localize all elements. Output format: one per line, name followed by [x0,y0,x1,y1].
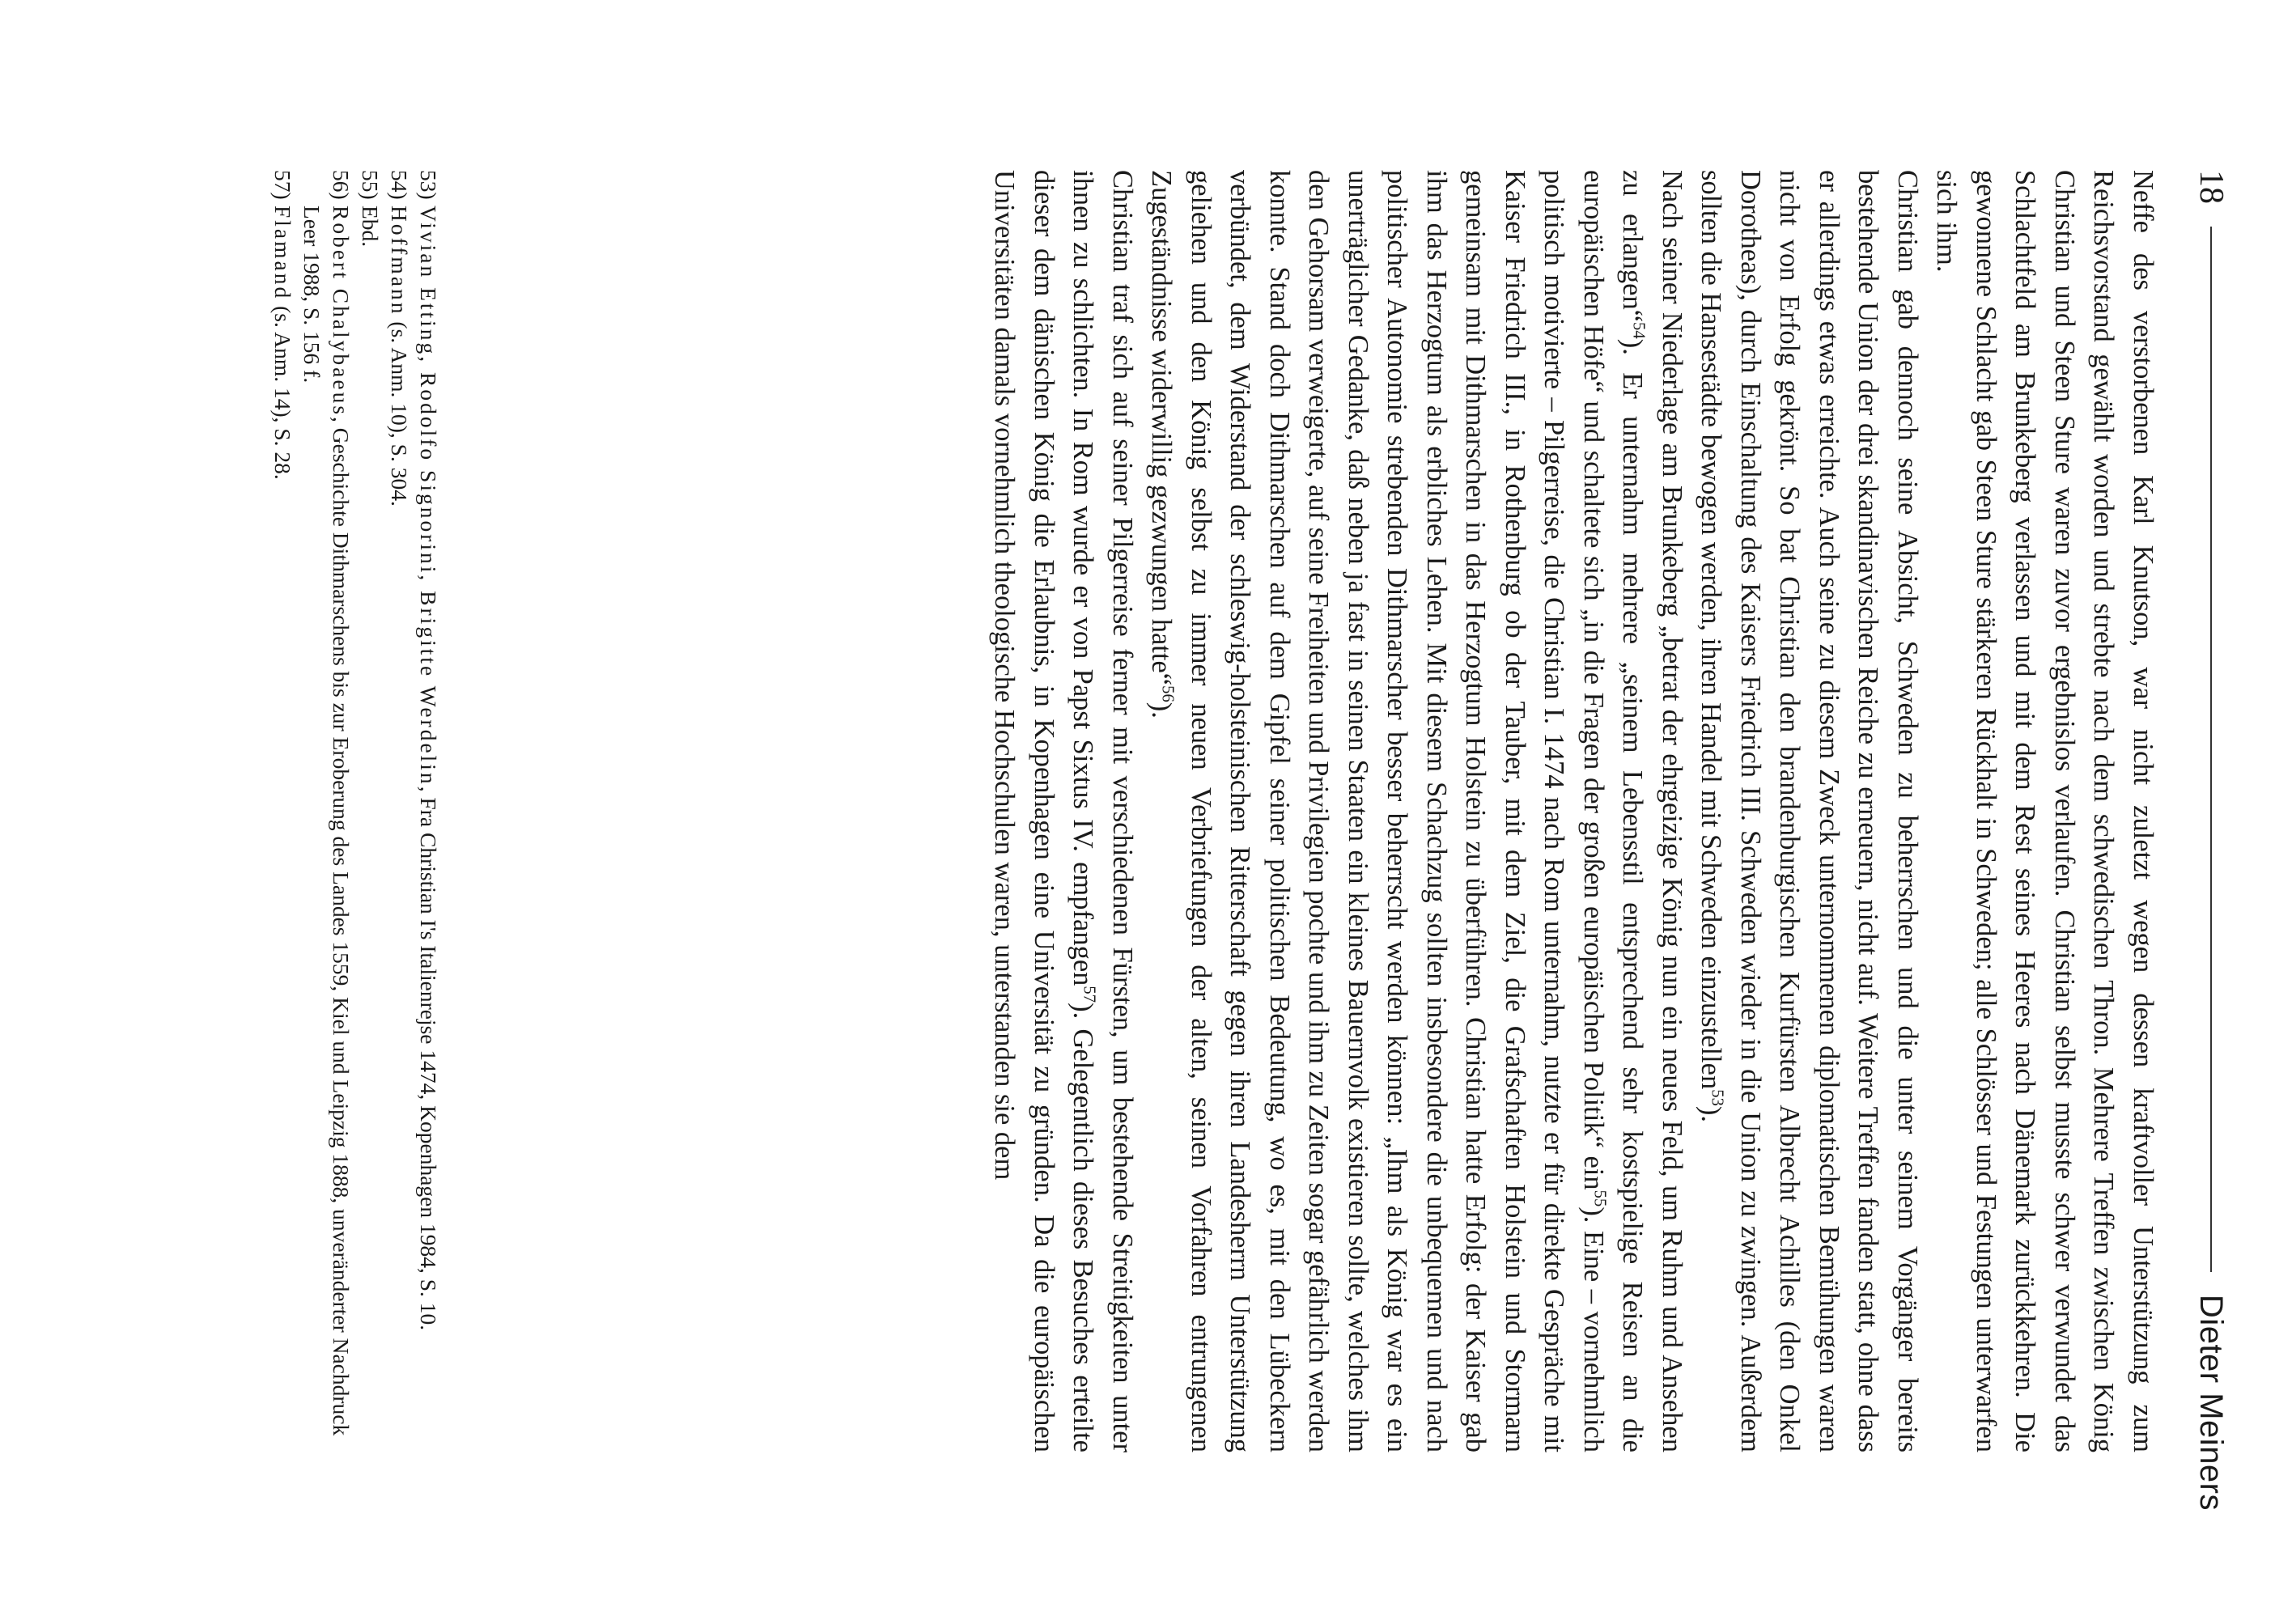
footnote-body: , Geschichte Dithmarschens bis zur Eroberung des Landes 1559, Kiel und Leipzig 1888, unveränderter Nachdruck Leer 1988, S. 156 f. [299,206,354,1436]
footnote-text [297,206,355,1452]
paragraph-text: ). Eine – vornehmlich politisch motivierte – Pilgerreise, die Christian I. 1474 nach Rom unternahm, nutzte er für direkte Gespräche mit Kaiser Friedrich III., in Rothenburg ob der Tauber, mit dem Ziel, die Grafschaften Holstein und Stormarn gemeinsam mit Dithmarschen in das Herzogtum Holstein zu überführen. Christian hatte Erfolg: der Kaiser gab ihm das Herzogtum als erbliches Lehen. Mit diesem Schachzug sollten insbesondere die unbequemen und nach politischer Autonomie strebenden Dithmarscher besser beherrscht werden können: „Ihm als König war es ein unerträglicher Gedanke, daß neben ja fast in seinen Staaten ein kleines Bauernvolk existieren sollte, welches ihm den Gehorsam verweigerte, auf seine Freiheiten und Privilegien pochte und ihm zu Zeiten sogar gefährlich werden konnte. Stand doch Dithmarschen auf dem Gipfel seiner politischen Bedeutung, wo es, mit den Lübeckern verbündet, dem Widerstand der schleswig-holsteinischen Ritterschaft gegen ihren Landesherrn Unterstützung geliehen und den König selbst zu immer neuen Verbriefungen der alten, seinen Vorfahren entrungenen Zugeständnisse widerwillig gezwungen hatte“ [1146,170,1609,1452]
footnote [384,170,414,1452]
footnote-body: , Fra Christian I's Italienrejse 1474, Kopenhagen 1984, S. 10. [416,786,441,1331]
footnote-ref: 55 [1590,1189,1609,1207]
paragraph-text: ). [1696,1105,1727,1123]
header-rule [2210,227,2212,1272]
page-number: 18 [2192,170,2230,204]
footnote-text [414,206,443,1452]
footnote-author: Hoffmann [387,206,412,316]
footnote-body: (s. Anm. 10), S. 304. [387,316,412,507]
footnote-author: Vivian Etting, Rodolfo Signorini, Brigitte Werdelin [416,206,441,787]
paragraph-text: Christian gab dennoch seine Absicht, Schweden zu beherrschen und die unter seinem Vorgänger bereits bestehende Union der drei skandinavischen Reiche zu erneuern, nicht auf. Weitere Treffen fanden statt, ohne dass er allerdings etwas erreichte. Auch seine zu diesem Zweck unternommenen diplomatischen Bemühungen waren nicht von Erfolg gekrönt. So bat Christian den brandenburgischen Kurfürsten Albrecht Achilles (den Onkel Dorotheas), durch Einschaltung des Kaisers Friedrich III. Schweden wieder in die Union zu zwingen. Außerdem sollten die Hansestädte bewogen werden, ihren Handel mit Schweden einzustellen [1696,170,1923,1452]
footnote [297,170,355,1452]
footnote [414,170,443,1452]
footnote-text [355,206,384,1452]
paragraph [1691,170,1927,1452]
footnote-ref: 57 [1080,986,1098,1003]
footnote-author: Flamand [270,206,295,301]
footnotes [268,170,443,1452]
paragraph-text: ). Er unternahm mehrere „seinem Lebensstil entsprechend sehr kostspielige Reisen an die europäischen Höfe“ und schaltete sich „in die Fragen der großen europäischen Politik“ ein [1578,170,1649,1452]
paragraph [1142,170,1691,1452]
footnote-body: (s. Anm. 14), S. 28. [270,300,295,480]
footnote-ref: 54 [1630,322,1648,339]
paragraph-text: Nach seiner Niederlage am Brunkeberg „betrat der ehrgeizige König nun ein neues Feld, um Ruhm und Ansehen zu erlangen“ [1617,170,1687,1452]
footnote [268,170,297,1452]
paragraph-text: ). Gelegentlich dieses Besuches erteilte dieser dem dänischen König die Erlaubnis, in Kopenhagen eine Universität zu gründen. Da die europäischen Universitäten damals vornehmlich theologische Hochschulen waren, unterstanden sie dem [989,170,1099,1452]
footnote-body: Ebd. [358,206,383,248]
footnote-number: 57) [270,170,295,200]
paragraph-text: Neffe des verstorbenen Karl Knutson, war nicht zuletzt wegen dessen kraftvoller Unterstützung zum Reichsvorstand gewählt worden und strebte nach dem schwedischen Thron. Mehrere Treffen zwischen König Christian und Steen Sture waren zuvor ergebnislos verlaufen. Christian selbst musste schwer verwundet das Schlachtfeld am Brunkeberg verlassen und mit dem Rest seines Heeres nach Dänemark zurückkehren. Die gewonnene Schlacht gab Steen Sture stärkeren Rückhalt in Schweden; alle Schlösser und Festungen unterwarfen sich ihm. [1931,170,2158,1452]
paragraph-text: ). [1146,702,1178,719]
footnote-number: 56) [329,170,354,200]
body-text [985,170,2163,1452]
footnote-number: 55) [358,170,383,200]
footnote-number: 54) [387,170,412,200]
footnote-text [268,206,297,1452]
footnote [355,170,384,1452]
running-head-author: Dieter Meiners [2193,1294,2230,1511]
paragraph [985,170,1142,1452]
footnote-author: Robert Chalybaeus [329,206,354,418]
paragraph-text: Christian traf sich auf seiner Pilgerreise ferner mit verschiedenen Fürsten, um bestehende Streitigkeiten unter ihnen zu schlichten. In Rom wurde er von Papst Sixtus IV. empfangen [1067,170,1138,1452]
paragraph [1927,170,2163,1452]
running-head [2188,170,2234,1511]
footnote-ref: 53 [1708,1089,1726,1106]
footnote-text [384,206,414,1452]
footnote-number: 53) [416,170,441,200]
footnote-ref: 56 [1159,685,1177,702]
